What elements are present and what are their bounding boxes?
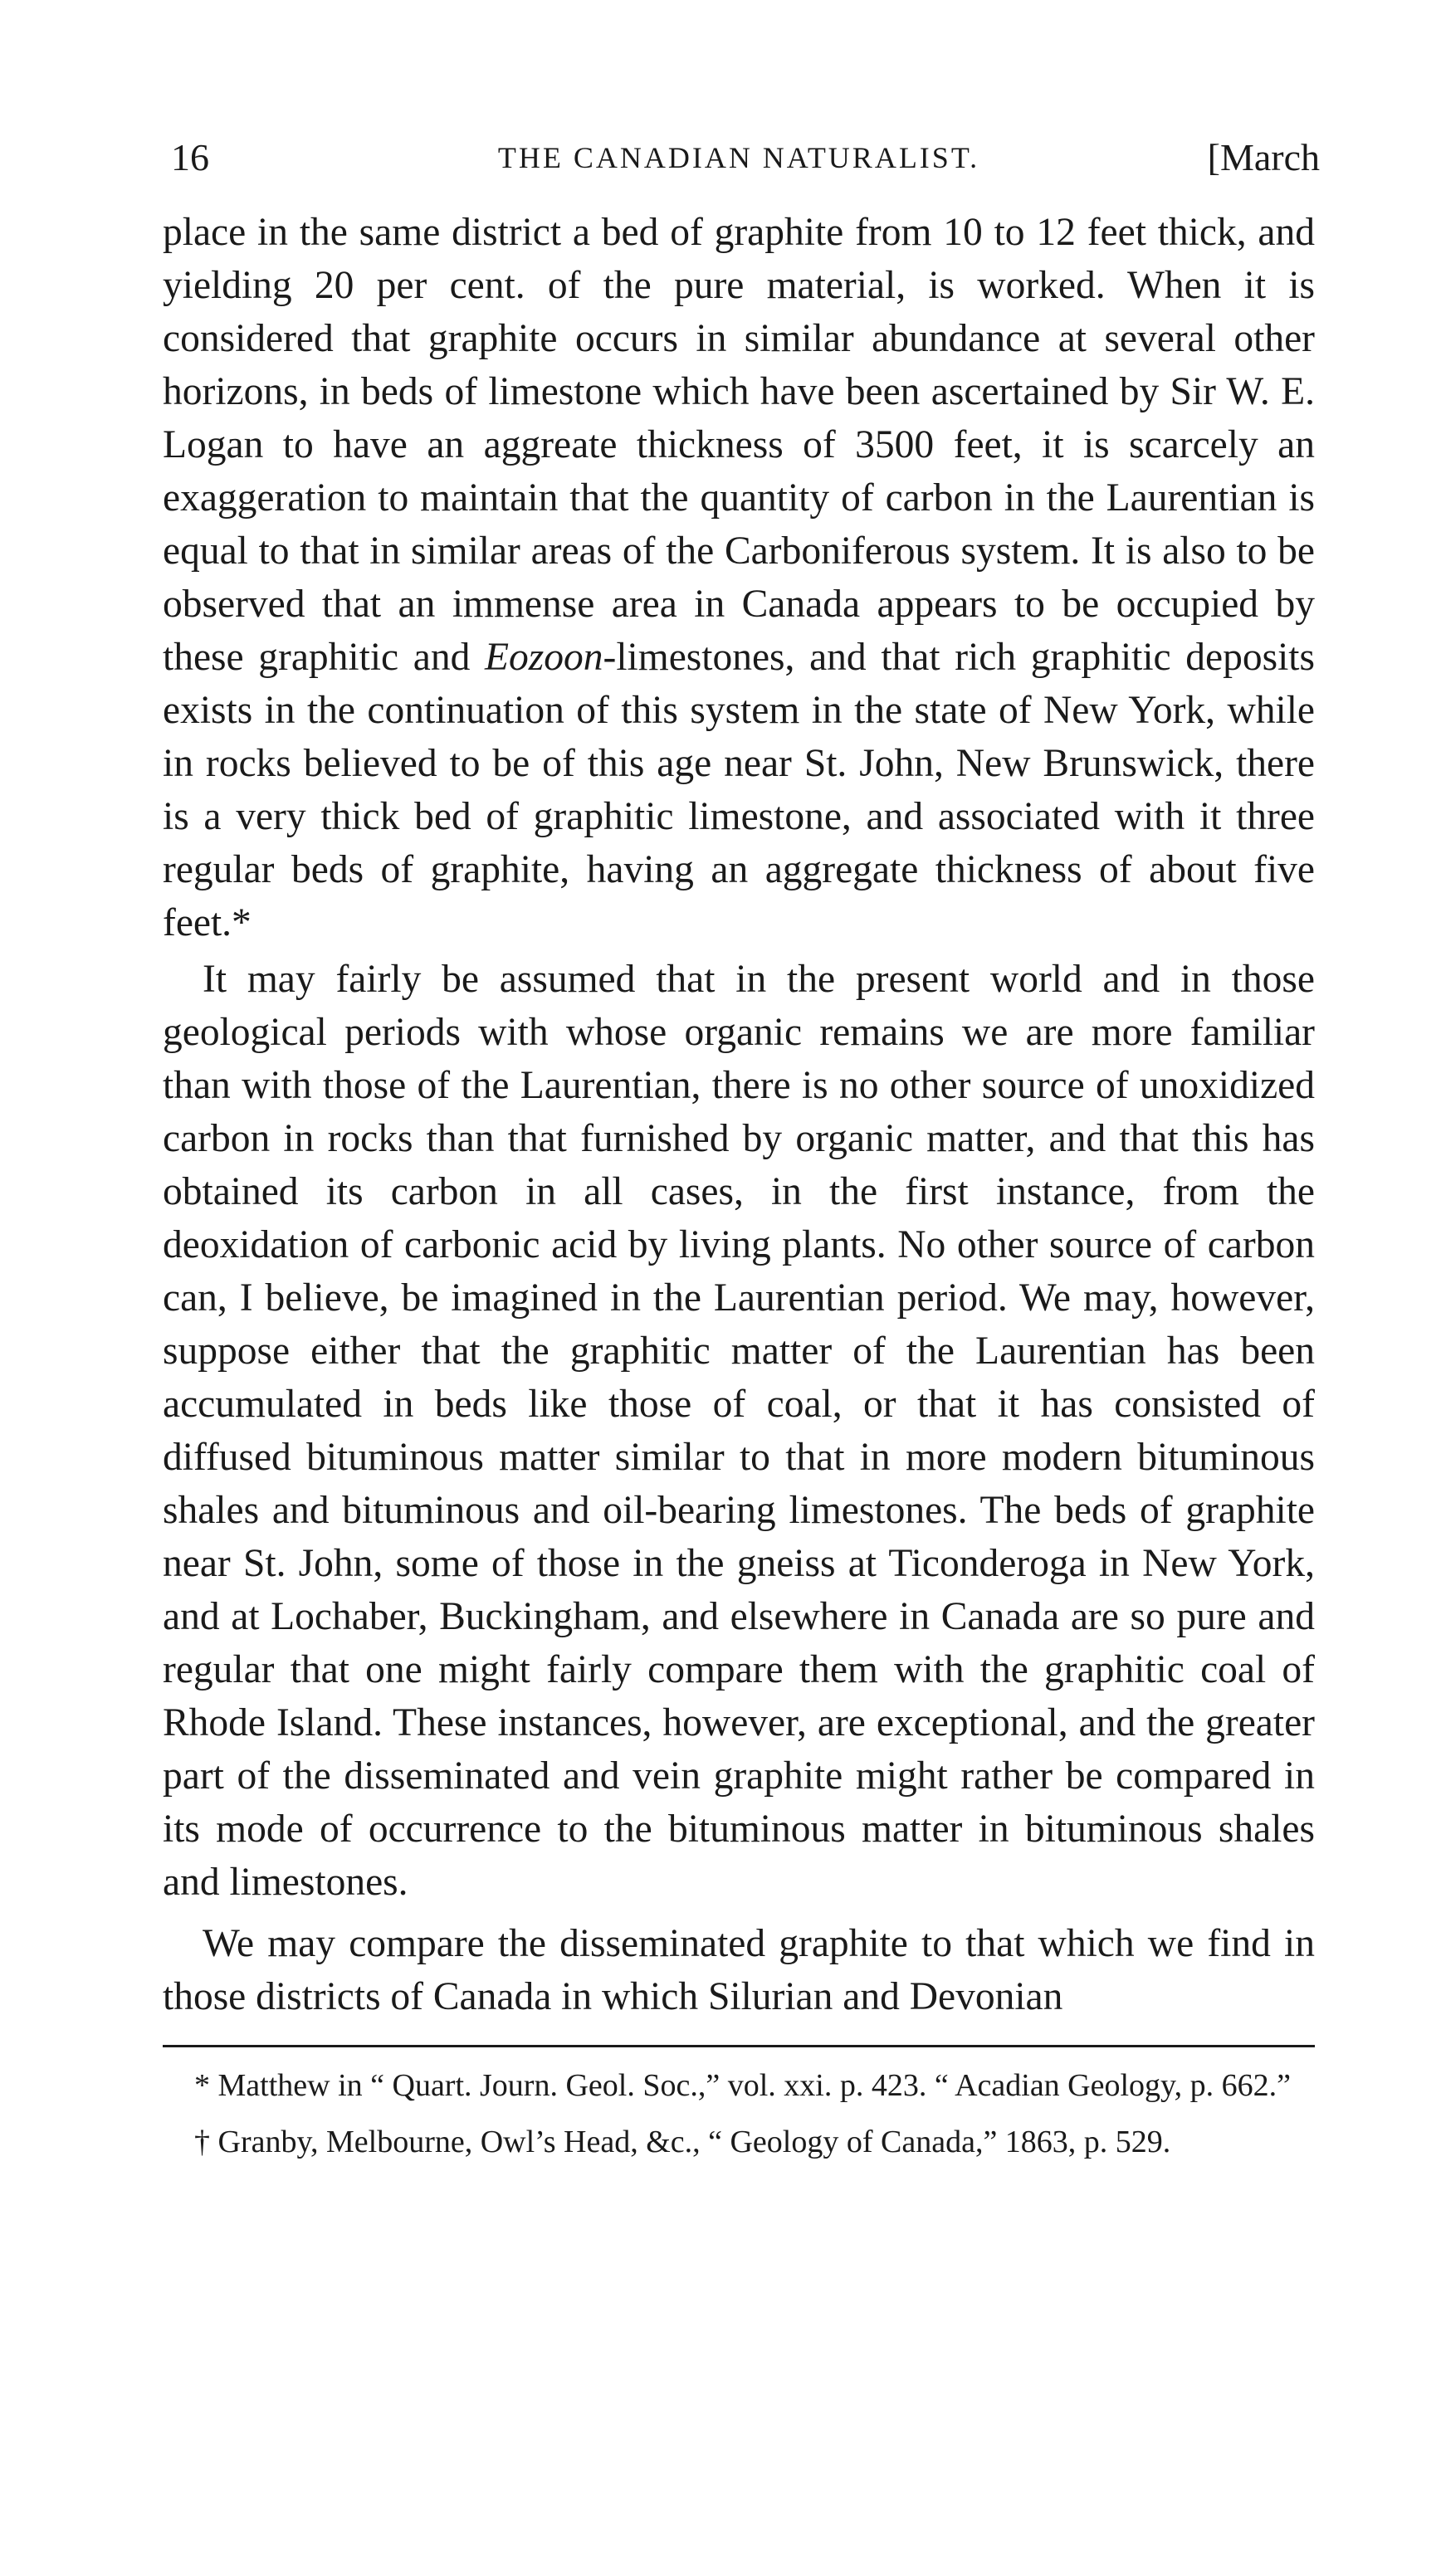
footnote-1: * Matthew in “ Quart. Journ. Geol. Soc.,” vol. xxi. p. 423. “ Acadian Geology, p. 662.” <box>194 2068 1291 2103</box>
journal-title: THE CANADIAN NATURALIST. <box>497 141 980 174</box>
paragraph-1-text-start: place in the same district a bed of graphite from 10 to 12 feet thick, and yielding 20 per cent. of the pure material, is worked. When it is considered that graphite occurs in similar abundance at several other horizons, in beds of limestone which have been ascertained by Sir W. E. Logan to have an aggreate thickness of 3500 feet, it is scarcely an exaggeration to maintain that the quantity of carbon in the Laurentian is equal to that in similar areas of the Carboniferous system. It is also to be observed that an immense area in Canada appears to be occupied by these graphitic and <box>163 211 1315 679</box>
footnote-divider <box>163 2045 1315 2047</box>
page-number: 16 <box>171 136 209 178</box>
genus-name-eozoon: Eozoon <box>485 636 603 679</box>
footnotes <box>163 2062 1315 2165</box>
paragraph-1-text-end: -limestones, and that rich graphitic deposits exists in the continuation of this system in the state of New York, while in rocks believed to be of this age near St. John, New Brunswick, there is a very thick bed of graphitic limestone, and associated with it three regular beds of graphite, having an aggregate thickness of about five feet.* <box>163 636 1315 944</box>
footnote-2: † Granby, Melbourne, Owl’s Head, &c., “ Geology of Canada,” 1863, p. 529. <box>194 2125 1171 2159</box>
body-text <box>163 206 1315 2023</box>
paragraph-1 <box>163 206 1315 949</box>
book-page <box>163 124 1320 2165</box>
running-head <box>163 124 1320 191</box>
paragraph-3: We may compare the disseminated graphite to that which we find in those districts of Canada in which Silurian and Devonian <box>163 1922 1315 2018</box>
paragraph-2: It may fairly be assumed that in the present world and in those geological periods with whose organic remains we are more familiar than with those of the Laurentian, there is no other source of unoxidized carbon in rocks than that furnished by organic matter, and that this has obtained its carbon in all cases, in the first instance, from the deoxidation of carbonic acid by living plants. No other source of carbon can, I believe, be imagined in the Laurentian period. We may, however, suppose either that the graphitic matter of the Laurentian has been accumulated in beds like those of coal, or that it has consisted of diffused bituminous matter similar to that in more modern bituminous shales and bituminous and oil-bearing limestones. The beds of graphite near St. John, some of those in the gneiss at Ticonderoga in New York, and at Lochaber, Buckingham, and elsewhere in Canada are so pure and regular that one might fairly compare them with the graphitic coal of Rhode Island. These instances, however, are exceptional, and the greater part of the disseminated and vein graphite might rather be compared in its mode of occurrence to the bituminous matter in bituminous shales and limestones. <box>163 958 1315 1904</box>
issue-month: [March <box>1207 136 1320 178</box>
